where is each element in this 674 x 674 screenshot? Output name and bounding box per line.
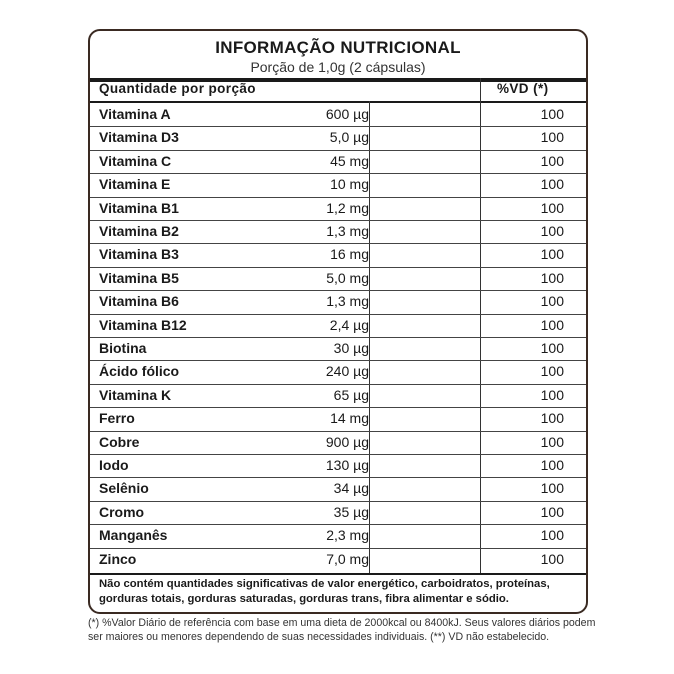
nutrient-name: Cobre [99, 433, 140, 450]
nutrient-amount: 30 µg [333, 340, 369, 356]
table-row [90, 407, 586, 430]
row-divider [90, 407, 586, 408]
nutrient-vd: 100 [540, 176, 564, 193]
nutrient-amount: 2,4 µg [329, 316, 369, 333]
nutrient-amount: 1,3 mg [326, 223, 369, 239]
nutrient-name: Vitamina B12 [99, 316, 187, 333]
nutrient-vd: 100 [540, 293, 564, 310]
row-divider [90, 150, 586, 151]
nutrient-vd: 100 [540, 457, 564, 473]
nutrient-name: Cromo [99, 503, 145, 520]
table-row [90, 548, 586, 571]
nutrient-vd: 100 [540, 269, 564, 286]
table-row [90, 431, 586, 454]
panel-note: Não contém quantidades significativas de valor energético, carboidratos, proteínas, gorduras totais, gorduras saturadas, gorduras trans, fibra alimentar e sódio. [99, 578, 550, 605]
nutrient-amount: 34 µg [333, 480, 369, 497]
nutrient-name: Vitamina B3 [99, 246, 179, 263]
table-row [90, 220, 586, 243]
nutrient-amount: 16 mg [330, 246, 369, 263]
row-divider [90, 314, 586, 315]
table-row [90, 360, 586, 383]
nutrient-vd: 100 [540, 410, 564, 427]
nutrient-vd: 100 [540, 433, 564, 450]
nutrient-name: Zinco [99, 550, 137, 567]
nutrient-vd: 100 [540, 106, 564, 122]
row-divider [90, 267, 586, 268]
row-divider [90, 384, 586, 385]
nutrient-name: Vitamina B2 [99, 223, 179, 239]
nutrient-vd: 100 [540, 152, 564, 169]
nutrient-name: Vitamina B5 [99, 269, 179, 286]
table-row [90, 267, 586, 290]
nutrient-amount: 10 mg [330, 176, 369, 193]
nutrient-amount: 130 µg [325, 457, 369, 473]
nutrient-amount: 1,2 mg [326, 199, 369, 216]
row-divider [90, 197, 586, 198]
nutrition-facts-panel [88, 29, 588, 614]
row-divider [90, 243, 586, 244]
nutrient-vd: 100 [540, 550, 564, 567]
nutrient-name: Biotina [99, 340, 147, 356]
column-header-vd: %VD (*) [497, 81, 549, 96]
table-row [90, 126, 586, 149]
table-bottom-divider [90, 573, 586, 575]
row-divider [90, 220, 586, 221]
table-row [90, 337, 586, 360]
row-divider [90, 290, 586, 291]
nutrient-amount: 5,0 mg [326, 269, 369, 286]
row-divider [90, 454, 586, 455]
nutrient-name: Vitamina D3 [99, 129, 179, 146]
nutrient-vd: 100 [540, 199, 564, 216]
nutrient-amount: 1,3 mg [326, 293, 369, 310]
table-row [90, 290, 586, 313]
nutrient-vd: 100 [540, 503, 564, 520]
nutrient-amount: 14 mg [330, 410, 369, 427]
nutrient-name: Iodo [99, 457, 129, 473]
nutrient-name: Selênio [99, 480, 149, 497]
row-divider [90, 337, 586, 338]
table-row [90, 501, 586, 524]
nutrient-amount: 45 mg [330, 152, 369, 169]
table-row [90, 477, 586, 500]
row-divider [90, 431, 586, 432]
table-row [90, 454, 586, 477]
nutrient-name: Manganês [99, 527, 168, 544]
nutrient-vd: 100 [540, 527, 564, 544]
table-row [90, 524, 586, 547]
row-divider [90, 477, 586, 478]
nutrient-name: Vitamina K [99, 386, 172, 403]
row-divider [90, 173, 586, 174]
row-divider [90, 524, 586, 525]
row-divider [90, 360, 586, 361]
table-row [90, 314, 586, 337]
table-row [90, 384, 586, 407]
row-divider [90, 501, 586, 502]
table-row [90, 197, 586, 220]
nutrient-vd: 100 [540, 480, 564, 497]
nutrient-amount: 600 µg [325, 106, 369, 122]
nutrient-name: Vitamina B6 [99, 293, 179, 310]
nutrient-vd: 100 [540, 363, 564, 380]
nutrient-name: Ferro [99, 410, 135, 427]
nutrient-name: Vitamina B1 [99, 199, 179, 216]
nutrient-amount: 2,3 mg [326, 527, 369, 544]
nutrient-amount: 35 µg [333, 503, 369, 520]
nutrient-vd: 100 [540, 386, 564, 403]
nutrient-vd: 100 [540, 316, 564, 333]
nutrient-amount: 5,0 µg [329, 129, 369, 146]
nutrient-vd: 100 [540, 246, 564, 263]
row-divider [90, 126, 586, 127]
nutrient-vd: 100 [540, 223, 564, 239]
nutrient-name: Vitamina E [99, 176, 171, 193]
column-header-quantity: Quantidade por porção [99, 81, 256, 96]
nutrient-name: Vitamina A [99, 106, 171, 122]
nutrient-amount: 240 µg [325, 363, 369, 380]
table-row [90, 103, 586, 126]
serving-size: Porção de 1,0g (2 cápsulas) [250, 59, 426, 75]
nutrient-amount: 900 µg [325, 433, 369, 450]
table-row [90, 173, 586, 196]
nutrient-vd: 100 [540, 129, 564, 146]
table-row [90, 243, 586, 266]
table-row [90, 150, 586, 173]
row-divider [90, 548, 586, 549]
nutrient-vd: 100 [540, 340, 564, 356]
nutrient-name: Ácido fólico [99, 363, 180, 380]
footnote: (*) %Valor Diário de referência com base em uma dieta de 2000kcal ou 8400kJ. Seus valores diários podem ser maiores ou menores dependendo de suas necessidades individuais. (**) VD não estabelecido. [88, 617, 596, 643]
panel-title: INFORMAÇÃO NUTRICIONAL [215, 38, 461, 57]
nutrient-amount: 7,0 mg [326, 550, 369, 567]
nutrient-name: Vitamina C [99, 152, 172, 169]
nutrient-amount: 65 µg [333, 386, 369, 403]
